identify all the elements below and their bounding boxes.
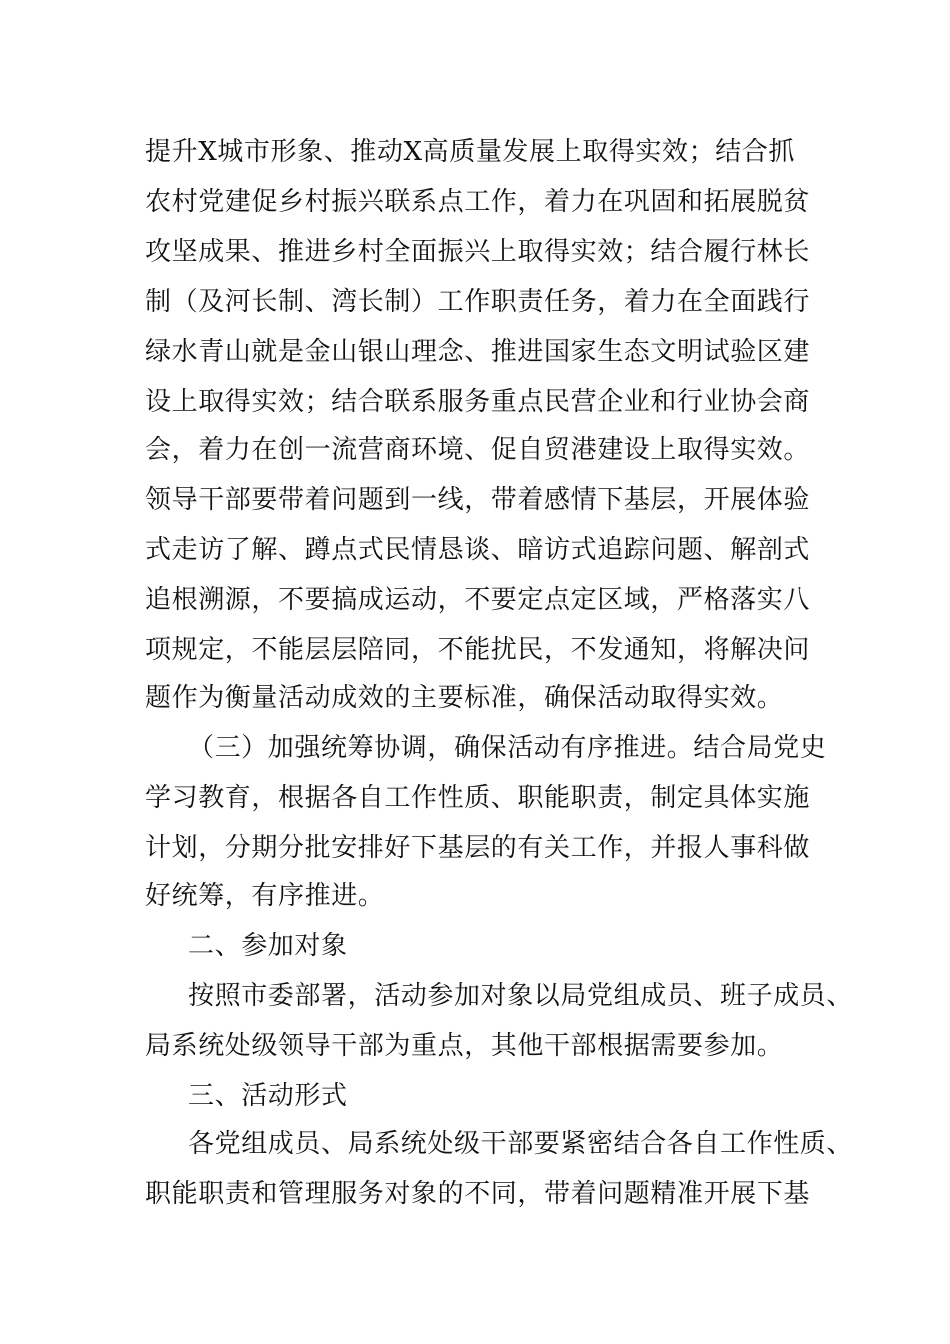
text-line: 题作为衡量活动成效的主要标准，确保活动取得实效。 bbox=[145, 683, 784, 713]
section-heading-three: （三）加强统筹协调，确保活动有序推进。结合局党史 bbox=[188, 733, 827, 763]
text-line: 制（及河长制、湾长制）工作职责任务，着力在全面践行 bbox=[145, 287, 811, 317]
text-line: 职能职责和管理服务对象的不同，带着问题精准开展下基 bbox=[145, 1179, 811, 1209]
text-line: 农村党建促乡村振兴联系点工作，着力在巩固和拓展脱贫 bbox=[145, 187, 811, 217]
text-line: 各党组成员、局系统处级干部要紧密结合各自工作性质、 bbox=[188, 1129, 854, 1159]
text-line: 领导干部要带着问题到一线，带着感情下基层，开展体验 bbox=[145, 485, 811, 515]
text-line: 计划，分期分批安排好下基层的有关工作，并报人事科做 bbox=[145, 833, 811, 863]
text-line: 学习教育，根据各自工作性质、职能职责，制定具体实施 bbox=[145, 783, 811, 813]
text-line: 项规定，不能层层陪同，不能扰民，不发通知，将解决问 bbox=[145, 635, 811, 665]
text-line: 局系统处级领导干部为重点，其他干部根据需要参加。 bbox=[145, 1031, 784, 1061]
text-line: 好统筹，有序推进。 bbox=[145, 881, 385, 911]
text-line: 设上取得实效；结合联系服务重点民营企业和行业协会商 bbox=[145, 387, 811, 417]
text-line: 攻坚成果、推进乡村全面振兴上取得实效；结合履行林长 bbox=[145, 237, 811, 267]
section-heading-activity-form: 三、活动形式 bbox=[188, 1081, 348, 1111]
text-line: 按照市委部署，活动参加对象以局党组成员、班子成员、 bbox=[188, 981, 854, 1011]
text-line: 追根溯源，不要搞成运动，不要定点定区域，严格落实八 bbox=[145, 585, 811, 615]
text-line: 提升X城市形象、推动X高质量发展上取得实效；结合抓 bbox=[145, 137, 796, 167]
section-heading-participants: 二、参加对象 bbox=[188, 931, 348, 961]
text-line: 绿水青山就是金山银山理念、推进国家生态文明试验区建 bbox=[145, 337, 811, 367]
text-line: 会，着力在创一流营商环境、促自贸港建设上取得实效。 bbox=[145, 435, 811, 465]
text-line: 式走访了解、蹲点式民情恳谈、暗访式追踪问题、解剖式 bbox=[145, 535, 811, 565]
